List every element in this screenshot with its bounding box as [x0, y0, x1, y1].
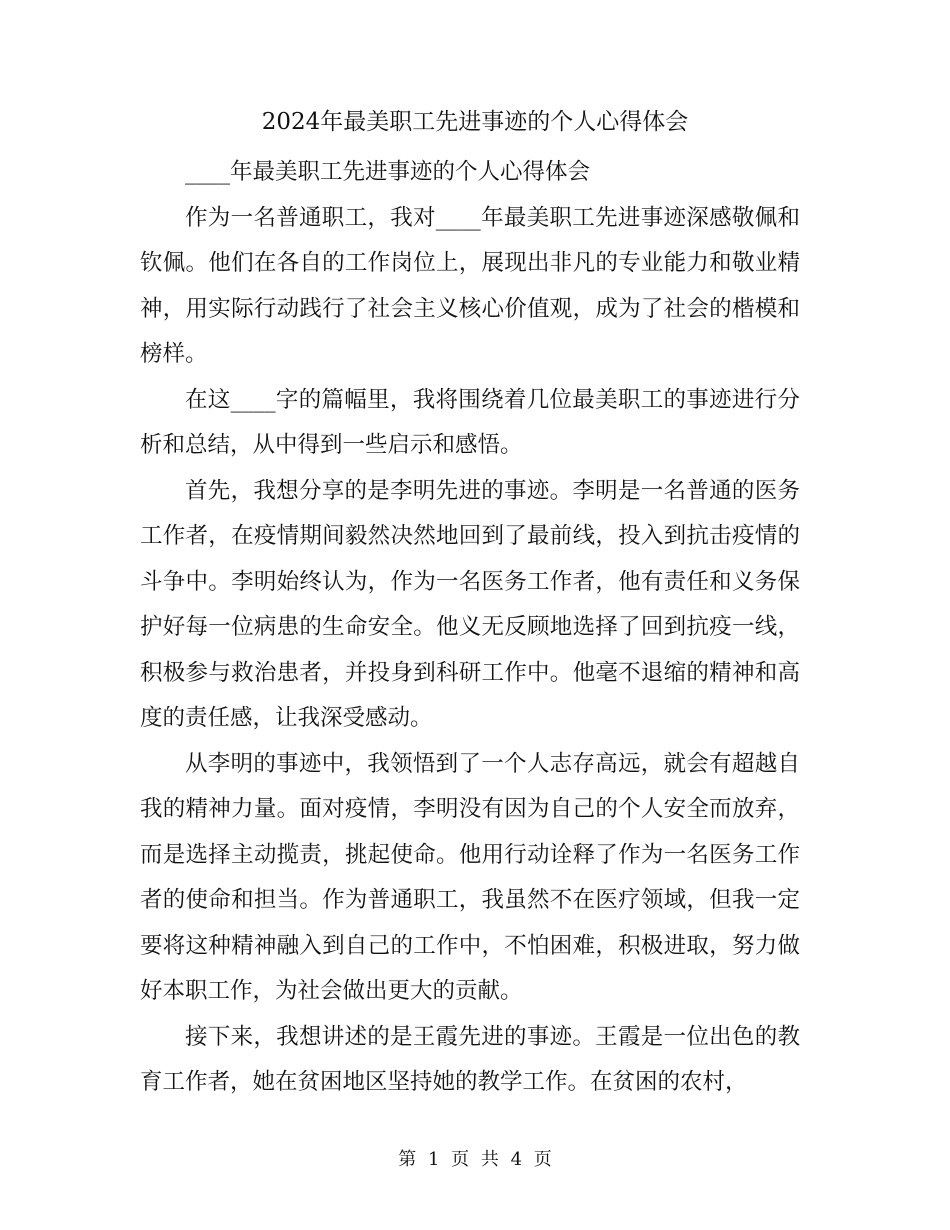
footer-current-page: 1: [427, 1149, 440, 1170]
paragraph: 从李明的事迹中，我领悟到了一个人志存高远，就会有超越自我的精神力量。面对疫情，李明没有因为自己的个人安全而放弃，而是选择主动揽责，挑起使命。他用行动诠释了作为一名医务工作者的使命和担当。作为普通职工，我虽然不在医疗领域，但我一定要将这种精神融入到自己的工作中，不怕困难，积极进取，努力做好本职工作，为社会做出更大的贡献。: [140, 750, 800, 1004]
footer-total-pages: 4: [510, 1149, 523, 1170]
document-title: 2024年最美职工先进事迹的个人心得体会: [261, 109, 689, 135]
footer-total-unit: 页: [533, 1149, 552, 1170]
footer-total-label: 共: [480, 1149, 499, 1170]
paragraph: 作为一名普通职工，我对____年最美职工先进事迹深感敬佩和钦佩。他们在各自的工作岗位上，展现出非凡的专业能力和敬业精神，用实际行动践行了社会主义核心价值观，成为了社会的楷模和榜样。: [140, 204, 800, 367]
paragraph: 在这____字的篇幅里，我将围绕着几位最美职工的事迹进行分析和总结，从中得到一些启示和感悟。: [140, 386, 800, 458]
paragraph: 接下来，我想讲述的是王霞先进的事迹。王霞是一位出色的教育工作者，她在贫困地区坚持她的教学工作。在贫困的农村，: [140, 1023, 800, 1095]
footer-page-unit: 页: [451, 1149, 470, 1170]
paragraph-subtitle: ____年最美职工先进事迹的个人心得体会: [185, 159, 591, 185]
document-body: [140, 150, 800, 1106]
page-footer: [0, 1147, 950, 1173]
paragraph: 首先，我想分享的是李明先进的事迹。李明是一名普通的医务工作者，在疫情期间毅然决然地回到了最前线，投入到抗击疫情的斗争中。李明始终认为，作为一名医务工作者，他有责任和义务保护好每一位病患的生命安全。他义无反顾地选择了回到抗疫一线，积极参与救治患者，并投身到科研工作中。他毫不退缩的精神和高度的责任感，让我深受感动。: [140, 477, 800, 731]
footer-page-label: 第: [398, 1149, 417, 1170]
